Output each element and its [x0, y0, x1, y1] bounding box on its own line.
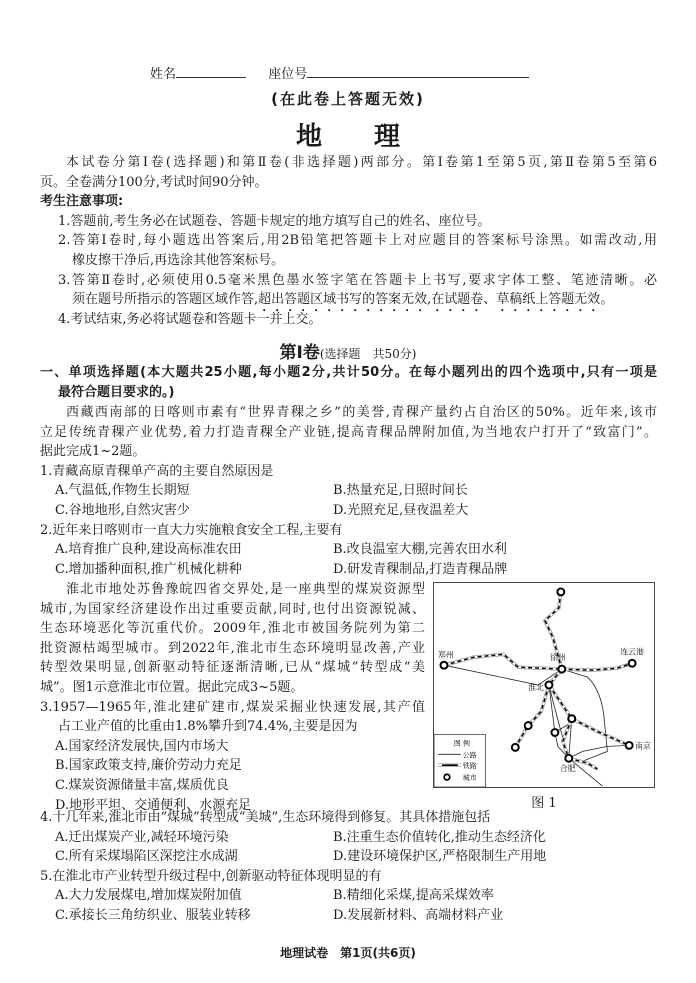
page-footer: 地理试卷 第1页(共6页)	[280, 946, 416, 960]
note-item: 3.答第Ⅱ卷时,必须使用0.5毫米黑色墨水签字笔在答题卡上书写,要求字体工整、笔迹清晰。必	[58, 272, 657, 288]
city-marker-icon	[545, 682, 552, 689]
section-line: 最符合题目要求的。)	[58, 384, 175, 400]
railway	[549, 685, 629, 745]
passage-1	[40, 403, 657, 579]
railway	[444, 654, 562, 669]
railway	[549, 685, 629, 745]
city-marker-icon	[441, 662, 448, 669]
option-d: D.发展新材料、高端材料产业	[333, 907, 504, 923]
section-heading	[40, 363, 657, 402]
road	[569, 745, 629, 758]
part1-title: 第Ⅰ卷	[279, 343, 320, 363]
question-stem: 1.青藏高原青稞单产高的主要自然原因是	[40, 463, 274, 479]
option-c: C.增加播种面积,推广机械化耕种	[55, 561, 242, 577]
part1-heading	[0, 338, 696, 363]
city-label-zhengzhou: 郑州	[438, 650, 454, 660]
city-marker-icon	[557, 588, 564, 595]
option-c: C.谷地地形,自然灾害少	[55, 502, 190, 518]
passage-line: 城”。图1示意淮北市位置。据此完成3~5题。	[40, 679, 304, 695]
city-marker-icon	[558, 666, 565, 673]
question-stem: 2.近年来日喀则市一直大力实施粮食安全工程,主要有	[40, 522, 343, 538]
city-label-huaibei: 淮北	[528, 682, 544, 692]
intro-line: 本试卷分第Ⅰ卷(选择题)和第Ⅱ卷(非选择题)两部分。第Ⅰ卷第1至第5页,第Ⅱ卷第5至第6	[66, 155, 657, 170]
passage-line: 西藏西南部的日喀则市素有“世界青稞之乡”的美誉,青稞产量约占自治区的50%。近年来,该市	[66, 405, 657, 420]
option-d: D.地形平坦、交通便利、水源充足	[55, 797, 252, 813]
question-stem: 4.十几年来,淮北市由“煤城”转型成“美城”,生态环境得到修复。其具体措施包括	[40, 810, 491, 825]
option-b: B.热量充足,日照时间长	[333, 483, 468, 499]
note-text: ,	[427, 292, 432, 308]
question-stem: 占工业产值的比重由1.8%攀升到74.4%,主要是因为	[58, 719, 358, 735]
option-b: B.注重生态价值转化,推动生态经济化	[333, 829, 546, 845]
option-c: C.所有采煤塌陷区深挖注水成湖	[55, 849, 238, 865]
note-item-cont: 橡皮擦干净后,再选涂其他答案标号。	[72, 252, 285, 268]
legend-railway: 铁路	[462, 762, 477, 771]
passage-2	[40, 580, 425, 815]
option-a: A.气温低,作物生长期短	[55, 483, 190, 499]
invalid-notice: (在此卷上答题无效)	[271, 90, 425, 108]
intro	[40, 153, 657, 329]
intro-line: 页。全卷满分100分,考试时间90分钟。	[40, 174, 268, 190]
notes-list	[40, 212, 657, 330]
city-marker-icon	[629, 660, 636, 667]
figure-1-map	[433, 582, 655, 788]
question-1	[40, 462, 657, 521]
option-d: D.建设环境保护区,严格限制生产用地	[333, 849, 547, 865]
city-marker-icon	[512, 744, 519, 751]
option-b: B.精细化采煤,提高采煤效率	[333, 888, 494, 904]
railway	[515, 685, 549, 747]
map-legend	[434, 735, 485, 787]
question-2	[40, 521, 657, 580]
option-d: D.研发青稞制品,打造青稞品牌	[333, 561, 508, 577]
option-c: C.煤炭资源储量丰富,煤质优良	[55, 777, 229, 793]
note-item: 2.答第Ⅰ卷时,每小题选出答案后,用2B铅笔把答题卡上对应题目的答案标号涂黑。如需改动,用	[58, 233, 657, 249]
legend-city-icon	[444, 774, 450, 780]
page-title: 地 理	[295, 122, 400, 152]
railway	[549, 685, 629, 745]
seat-field[interactable]	[307, 65, 529, 78]
name-label: 姓名	[150, 67, 177, 82]
option-c: C.承接长三角纺织业、服装业转移	[55, 907, 251, 923]
city-marker-icon	[525, 722, 532, 729]
city-label-hefei: 合肥	[559, 764, 576, 774]
option-d: D.光照充足,昼夜温差大	[333, 502, 469, 518]
passage-line: 立足传统青稞产业优势,着力打造青稞全产业链,提高青稞品牌附加值,为当地农户打开了“致富门”。	[40, 424, 657, 440]
part1-subtitle: (选择题 共50分)	[319, 347, 417, 361]
passage-line: 城市,为国家经济建设作出过重要贡献,同时,也付出资源锐减、	[40, 601, 425, 617]
note-text: 须在题号所指示的答题区域作答,	[72, 292, 259, 308]
note-text: 。	[600, 292, 614, 308]
name-field[interactable]	[176, 65, 246, 78]
notes-heading: 考生注意事项:	[40, 194, 124, 210]
option-a: A.迁出煤炭产业,减轻环境污染	[55, 829, 229, 845]
legend-city: 城市	[462, 774, 477, 783]
seat-label: 座位号	[268, 67, 308, 82]
figure-caption: 图 1	[531, 796, 557, 811]
emphasized-text: 超出答题区域书写的答案无效	[258, 292, 428, 308]
option-b: B.改良温室大棚,完善农田水利	[333, 542, 507, 558]
city-marker-icon	[626, 742, 633, 749]
section-line: 一、单项选择题(本大题共25小题,每小题2分,共计50分。在每小题列出的四个选项中,只有一项是	[40, 365, 657, 380]
city-label-nanjing: 南京	[635, 741, 651, 751]
question-stem: 5.在淮北市产业转型升级过程中,创新驱动特征体现明显的有	[40, 868, 382, 884]
question-4	[40, 808, 657, 867]
city-marker-icon	[551, 729, 558, 736]
passage-line: 淮北市地处苏鲁豫皖四省交界处,是一座典型的煤炭资源型	[66, 582, 425, 597]
note-item: 1.答题前,考生务必在试题卷、答题卡规定的地方填写自己的姓名、座位号。	[58, 213, 491, 229]
note-item: 4.考试结束,务必将试题卷和答题卡一并上交。	[58, 311, 322, 327]
city-label-xuzhou: 徐州	[549, 653, 566, 663]
option-a: A.大力发展煤电,增加煤炭附加值	[55, 888, 242, 904]
legend-title: 图 例	[453, 739, 470, 748]
legend-road: 公路	[462, 751, 477, 760]
passage-line: 转型效果明显,创新驱动特征逐渐清晰,已从“煤城”转型成“美	[40, 660, 425, 676]
question-stem: 3.1957—1965年,淮北建矿建市,煤炭采掘业快速发展,其产值	[40, 699, 425, 715]
passage-line: 生态环境恶化等沉重代价。2009年,淮北市被国务院列为第二	[40, 621, 425, 637]
option-b: B.国家政策支持,廉价劳动力充足	[55, 758, 242, 774]
question-5	[40, 867, 657, 926]
question-3	[40, 698, 425, 816]
name-seat-line	[150, 65, 529, 85]
questions-4-5	[40, 808, 657, 926]
passage-line: 批资源枯竭型城市。到2022年,淮北市生态环境明显改善,产业	[40, 640, 425, 656]
city-label-lianyungang: 连云港	[620, 647, 644, 657]
option-a: A.国家经济发展快,国内市场大	[55, 738, 229, 754]
passage-line: 据此完成1~2题。	[40, 444, 146, 460]
note-item-cont	[58, 290, 657, 310]
city-marker-icon	[568, 715, 575, 722]
option-a: A.培育推广良种,建设高标准农田	[55, 542, 242, 558]
city-marker-icon	[565, 755, 572, 762]
emphasized-text: 在试题卷、草稿纸上答题无效	[431, 292, 601, 308]
map-graphic	[434, 583, 654, 787]
